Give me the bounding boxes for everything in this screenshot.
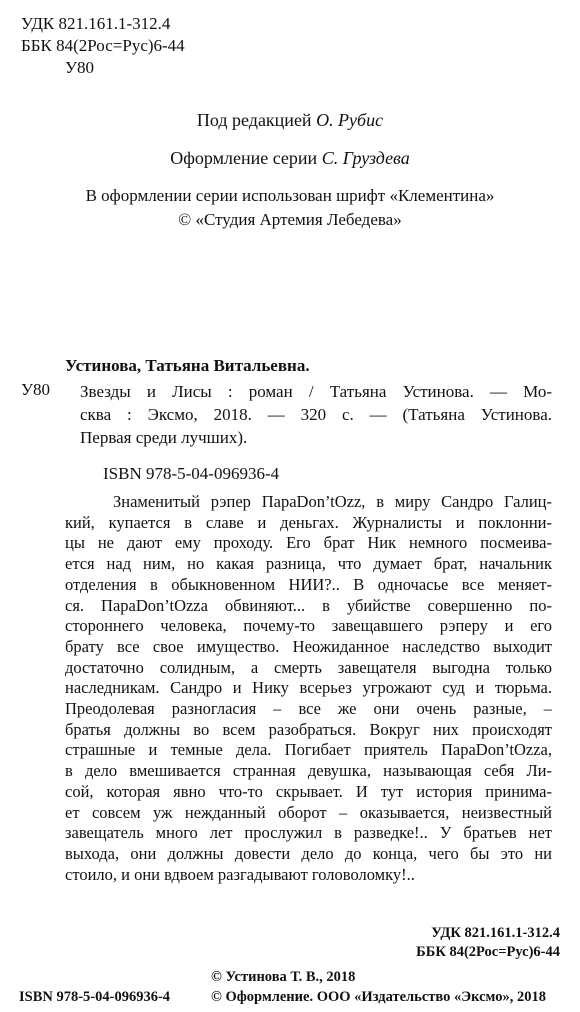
annotation-line: в дело вмешивается странная девушка, называющая себя Ли-: [65, 761, 552, 781]
annotation-line: кий, купается в славе и деньгах. Журналисты и поклонни-: [65, 512, 552, 532]
annotation-line: страшные и темные дела. Погибает приятель ПараDon’tOzza,: [65, 740, 552, 760]
design-prefix: Оформление серии: [170, 148, 318, 168]
annotation-line: завещатель много лет прослужил в разведке!.. У братьев нет: [65, 823, 552, 843]
annotation-line: достаточно солидным, а смерть завещателя выгодна только: [65, 657, 552, 677]
annotation-line: цы не дают ему проходу. Его брат Ник немного посмеива-: [65, 533, 552, 553]
bib-author-mark: У80: [21, 380, 51, 399]
annotation-line: ет совсем уж нежданный оборот – оказывается, неизвестный: [65, 802, 552, 822]
bib-isbn: ISBN 978-5-04-096936-4: [103, 464, 280, 483]
annotation-line: братья должны во всем разобраться. Вокруг них происходят: [65, 719, 552, 739]
editor-name: О. Рубис: [316, 110, 384, 130]
bib-line: сква : Эксмо, 2018. — 320 с. — (Татьяна Устинова.: [80, 405, 552, 424]
annotation-line: Преодолевая разногласия – все же они очень разные, –: [65, 699, 552, 719]
editor-prefix: Под редакцией: [196, 110, 312, 130]
design-copyright: © Оформление. ООО «Издательство «Эксмо», 2018: [211, 989, 546, 1005]
annotation-line: стороннего человека, почему-то завещавшего рэперу и его: [65, 616, 552, 636]
font-credit: В оформлении серии использован шрифт «Клементина»: [85, 186, 495, 205]
editor-credit: [0, 110, 580, 130]
footer-isbn: ISBN 978-5-04-096936-4: [19, 989, 171, 1005]
series-design-credit: [0, 148, 580, 168]
annotation-line: выхода, они должны довести дело до конца, чего бы это ни: [65, 843, 552, 863]
bbk-code: ББК 84(2Рос=Рус)6-44: [21, 36, 185, 55]
annotation-line: ется над ним, но какая разница, что думает брат, начальник: [65, 554, 552, 574]
annotation-line: сой, которая явно что-то скрывает. И тут история принима-: [65, 781, 552, 801]
annotation-line: стоило, и они вдвоем разгадывают головоломку!..: [65, 864, 415, 884]
annotation-line: Знаменитый рэпер ПараDon’tOzz, в миру Сандро Галиц-: [113, 492, 552, 511]
designer-name: С. Груздева: [321, 148, 410, 168]
author-copyright: © Устинова Т. В., 2018: [211, 969, 356, 985]
footer-bbk: ББК 84(2Рос=Рус)6-44: [416, 944, 560, 960]
annotation: [65, 492, 552, 885]
udk-code: УДК 821.161.1-312.4: [21, 14, 171, 33]
footer-udk: УДК 821.161.1-312.4: [431, 925, 560, 941]
bib-description: [80, 380, 552, 449]
bib-author: Устинова, Татьяна Витальевна.: [65, 356, 310, 375]
annotation-line: брату все свое имущество. Неожиданное наследство выходит: [65, 636, 552, 656]
font-copyright: © «Студия Артемия Лебедева»: [178, 210, 402, 229]
bib-line: Звезды и Лисы : роман / Татьяна Устинова. — Мо-: [80, 382, 552, 401]
annotation-line: наследникам. Сандро и Нику всерьез угрожают суд и тюрьма.: [65, 678, 552, 698]
bib-line: Первая среди лучших).: [80, 428, 248, 447]
author-mark: У80: [65, 58, 95, 77]
annotation-line: ся. ПараDon’tOzza обвиняют... в убийстве совершенно по-: [65, 595, 552, 615]
annotation-line: отделения в обыкновенном НИИ?.. В одночасье все меняет-: [65, 574, 552, 594]
